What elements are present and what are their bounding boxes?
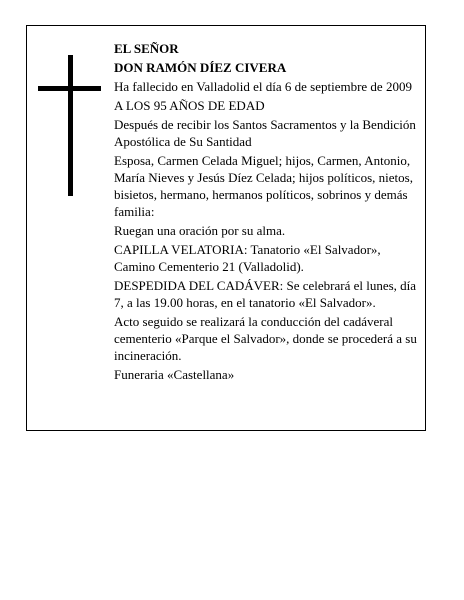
prayer-line: Ruegan una oración por su alma. xyxy=(114,223,286,238)
sacraments-line: Después de recibir los Santos Sacramentos y la Bendición Apostólica de Su Santidad xyxy=(114,117,416,149)
deceased-name: DON RAMÓN DÍEZ CIVERA xyxy=(114,60,287,75)
farewell-line: DESPEDIDA DEL CADÁVER: Se celebrará el lunes, día 7, a las 19.00 horas, en el tanatorio «El Salvador». xyxy=(114,278,417,310)
family-line: Esposa, Carmen Celada Miguel; hijos, Carmen, Antonio, María Nieves y Jesús Díez Celada; hijos políticos, nietos, bisietos, hermano, hermanos políticos, sobrinos y demás familia: xyxy=(114,153,413,219)
death-info: Ha fallecido en Valladolid el día 6 de septiembre de 2009 xyxy=(114,79,412,94)
title-line-1: EL SEÑOR xyxy=(114,41,179,56)
obituary-text xyxy=(114,40,420,385)
cross-horizontal-bar xyxy=(38,86,101,91)
age-line: A LOS 95 AÑOS DE EDAD xyxy=(114,98,265,113)
cross-vertical-bar xyxy=(68,55,73,196)
obituary-notice xyxy=(26,25,426,431)
chapel-line: CAPILLA VELATORIA: Tanatorio «El Salvador», Camino Cementerio 21 (Valladolid). xyxy=(114,242,381,274)
procession-line: Acto seguido se realizará la conducción del cadáveral cementerio «Parque el Salvador», donde se procederá a su incineración. xyxy=(114,314,417,363)
funeral-home-line: Funeraria «Castellana» xyxy=(114,367,235,382)
